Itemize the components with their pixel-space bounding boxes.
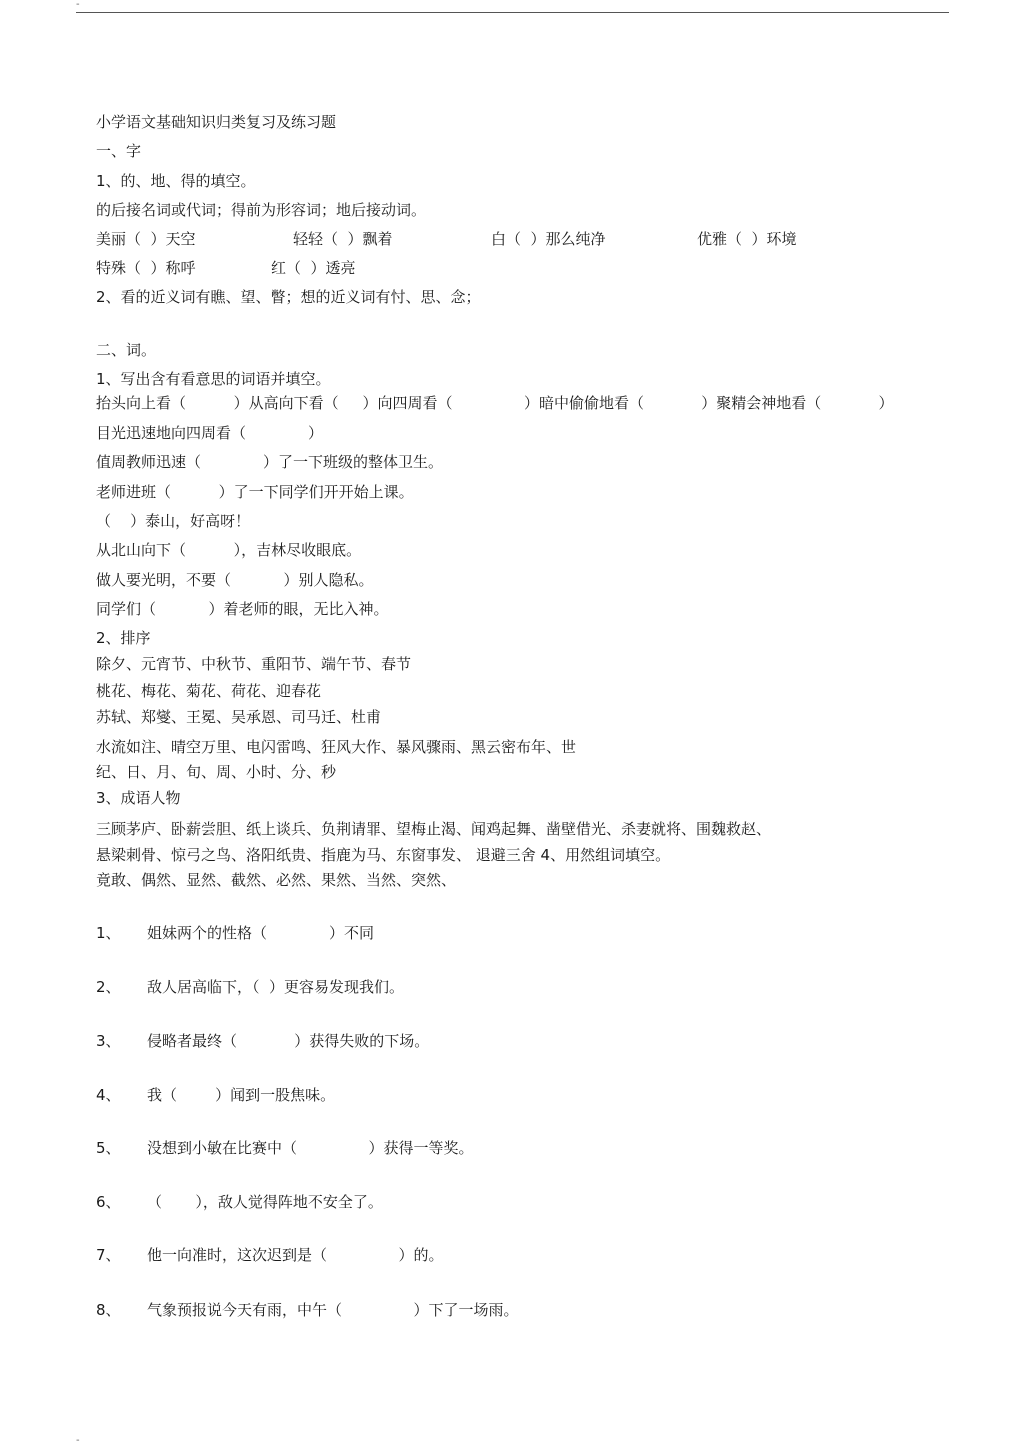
sentence-line: 从北山向下（ ），吉林尽收眼底。	[96, 541, 362, 559]
section-1-question-2: 2、看的近义词有瞧、望、瞥；想的近义词有忖、思、念；	[96, 288, 481, 306]
ran-words-line: 竟敢、偶然、显然、截然、必然、果然、当然、突然、	[96, 871, 457, 889]
order-line: 纪、日、月、旬、周、小时、分、秒	[96, 763, 337, 781]
section-1-rule-text: 的后接名词或代词；得前为形容词；地后接动词。	[96, 201, 427, 219]
top-dash-mark: -	[76, 0, 80, 10]
idiom-line: 三顾茅庐、卧薪尝胆、纸上谈兵、负荆请罪、望梅止渴、闻鸡起舞、凿壁借光、杀妻就将、围魏救赵、	[96, 820, 772, 838]
look-words-row: 抬头向上看（ ）从高向下看（ ）向四周看（ ）暗中偷偷地看（ ）聚精会神地看（ ）	[96, 394, 894, 412]
fill-item-number: 4、	[96, 1086, 121, 1104]
fill-item-text: （ ），敌人觉得阵地不安全了。	[147, 1193, 383, 1211]
section-2-heading: 二、词。	[96, 341, 157, 359]
sentence-line: 同学们（ ）着老师的眼，无比入神。	[96, 600, 389, 618]
order-line: 桃花、梅花、菊花、荷花、迎春花	[96, 682, 322, 700]
sentence-line: 值周教师迅速（ ）了一下班级的整体卫生。	[96, 453, 443, 471]
fill-item-text: 我（ ）闻到一股焦味。	[147, 1086, 336, 1104]
order-line: 除夕、元宵节、中秋节、重阳节、端午节、春节	[96, 655, 412, 673]
fill-blank-phrase: 美丽（ ）天空	[96, 230, 196, 248]
section-2-question-1: 1、写出含有看意思的词语并填空。	[96, 370, 331, 388]
header-rule	[76, 12, 949, 13]
fill-item-number: 8、	[96, 1301, 121, 1319]
sentence-line: 老师进班（ ）了一下同学们开开始上课。	[96, 483, 414, 501]
fill-blank-phrase: 红（ ）透亮	[271, 259, 356, 277]
section-2-question-2: 2、排序	[96, 629, 151, 647]
fill-blank-phrase: 轻轻（ ）飘着	[293, 230, 393, 248]
fill-item-number: 3、	[96, 1032, 121, 1050]
fill-item-text: 他一向准时，这次迟到是（ ）的。	[147, 1246, 444, 1264]
fill-item-number: 2、	[96, 978, 121, 996]
fill-blank-phrase: 特殊（ ）称呼	[96, 259, 196, 277]
fill-item-number: 5、	[96, 1139, 121, 1157]
fill-blank-phrase: 优雅（ ）环境	[697, 230, 797, 248]
section-2-question-3: 3、成语人物	[96, 789, 181, 807]
sentence-line: 目光迅速地向四周看（ ）	[96, 424, 323, 442]
sentence-line: 做人要光明，不要（ ）别人隐私。	[96, 571, 374, 589]
fill-blank-phrase: 白（ ）那么纯净	[491, 230, 606, 248]
idiom-line: 悬梁刺骨、惊弓之鸟、洛阳纸贵、指鹿为马、东窗事发、 退避三舍 4、用然组词填空。	[96, 846, 671, 864]
sentence-line: （ ）泰山，好高呀！	[96, 512, 251, 530]
fill-item-text: 没想到小敏在比赛中（ ）获得一等奖。	[147, 1139, 474, 1157]
fill-item-number: 1、	[96, 924, 121, 942]
document-title: 小学语文基础知识归类复习及练习题	[96, 113, 337, 131]
fill-item-text: 气象预报说今天有雨，中午（ ）下了一场雨。	[147, 1301, 519, 1319]
fill-item-number: 7、	[96, 1246, 121, 1264]
section-1-heading: 一、字	[96, 142, 142, 160]
order-line: 苏轼、郑燮、王冕、吴承恩、司马迁、杜甫	[96, 708, 382, 726]
order-line: 水流如注、晴空万里、电闪雷鸣、狂风大作、暴风骤雨、黑云密布年、世	[96, 738, 577, 756]
fill-item-text: 侵略者最终（ ）获得失败的下场。	[147, 1032, 430, 1050]
fill-item-number: 6、	[96, 1193, 121, 1211]
section-1-question-1: 1、的、地、得的填空。	[96, 172, 256, 190]
fill-item-text: 姐妹两个的性格（ ）不同	[147, 924, 374, 942]
bottom-dash-mark: -	[76, 1435, 80, 1446]
fill-item-text: 敌人居高临下，（ ）更容易发现我们。	[147, 978, 405, 996]
